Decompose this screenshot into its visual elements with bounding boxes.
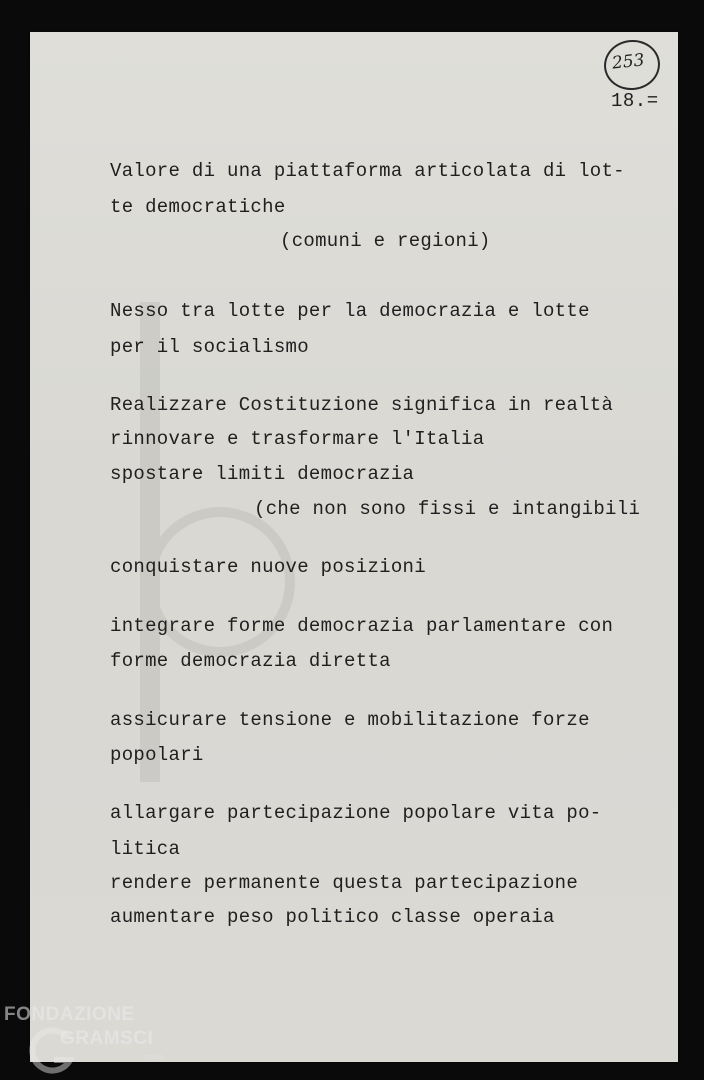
folio-number: 253 — [611, 50, 646, 74]
text-line: per il socialismo — [110, 336, 309, 358]
text-line: aumentare peso politico classe operaia — [110, 906, 555, 928]
text-line: forme democrazia diretta — [110, 650, 391, 672]
fondazione-gramsci-watermark — [4, 1000, 184, 1078]
text-line: assicurare tensione e mobilitazione forze — [110, 709, 590, 731]
text-line: allargare partecipazione popolare vita po- — [110, 802, 602, 824]
text-line: spostare limiti democrazia — [110, 463, 415, 485]
text-line: integrare forme democrazia parlamentare con — [110, 615, 614, 637]
text-line: rendere permanente questa partecipazione — [110, 872, 579, 894]
document-page — [30, 32, 678, 1062]
text-line: (che non sono fissi e intangibili — [254, 498, 641, 520]
watermark-line1: FONDAZIONE — [4, 1004, 135, 1025]
text-line: litica — [110, 838, 181, 860]
text-line: Valore di una piattaforma articolata di lot- — [110, 160, 625, 182]
text-line: rinnovare e trasformare l'Italia — [110, 428, 485, 450]
page-number: 18.= — [611, 90, 659, 112]
text-line: Nesso tra lotte per la democrazia e lotte — [110, 300, 590, 322]
text-line: te democratiche — [110, 196, 286, 218]
text-line: popolari — [110, 744, 204, 766]
text-line: Realizzare Costituzione significa in realtà — [110, 394, 614, 416]
watermark-line2: GRAMSCI — [60, 1028, 154, 1049]
watermark-line3: onlus — [144, 1052, 164, 1061]
text-line: (comuni e regioni) — [280, 230, 491, 252]
text-line: conquistare nuove posizioni — [110, 556, 426, 578]
